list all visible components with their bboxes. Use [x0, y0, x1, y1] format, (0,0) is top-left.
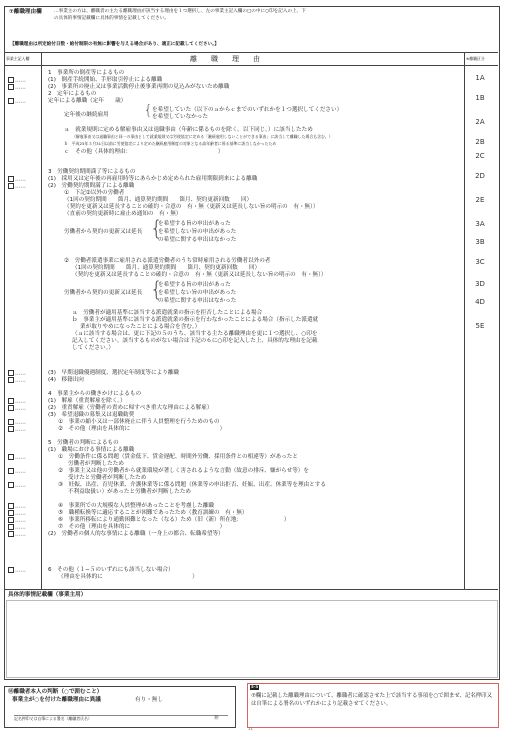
- detail-label: 具体的事情記載欄（事業主用）: [8, 592, 87, 598]
- checkbox-3-4[interactable]: ……: [8, 377, 26, 385]
- reason-line: (2) 労働者の個人的な事情による離職（一身上の都合、転職希望等）: [48, 531, 224, 537]
- checkbox-5-7[interactable]: ……: [8, 524, 26, 532]
- code-2c: 2C: [475, 152, 485, 160]
- checkbox-3-2[interactable]: ……: [8, 183, 26, 191]
- reason-line: 1 事業所の倒産等によるもの: [48, 70, 125, 76]
- checkbox-5-3[interactable]: ……: [8, 482, 26, 490]
- reason-line: の希望に関する申出はなかった: [158, 237, 237, 243]
- checkbox-5-8[interactable]: ……: [8, 531, 26, 539]
- code-2d: 2D: [475, 172, 485, 180]
- code-2b: 2B: [475, 138, 485, 146]
- checkbox-5-1[interactable]: ……: [8, 454, 26, 462]
- reason-line: の希望に関する申出はなかった: [158, 298, 237, 304]
- checkbox-1-2[interactable]: ……: [8, 84, 26, 92]
- reason-line: （ａに該当する場合は、更に下記の５のうち、該当する主たる離職理由を更に１つ選択し、○印を: [72, 331, 318, 337]
- reason-line: ⑦ その他（理由を具体的に ）: [58, 524, 226, 530]
- code-2a: 2A: [475, 118, 485, 126]
- header-line-1: …事業主の方は、離職者の主たる離職理由が該当する理由を１つ選択し、左の事業主記入欄の□の中に○印を記入の上、下: [54, 9, 306, 14]
- code-2e: 2E: [475, 196, 485, 204]
- code-4d: 4D: [475, 298, 485, 306]
- code-5e: 5E: [475, 322, 485, 330]
- reason-line: ① 事業の縮小又は一部休廃止に伴う人員整理を行うためのもの: [58, 419, 220, 425]
- objection-options[interactable]: 有り・無し: [135, 697, 163, 703]
- code-1b: 1B: [475, 94, 485, 102]
- reason-line: 労働者が判断したため: [68, 461, 124, 467]
- checkbox-4-3-1[interactable]: ……: [8, 419, 26, 427]
- checkbox-4-1[interactable]: ……: [8, 398, 26, 406]
- note: 【離職理由は所定給付日数・給付制限の有無に影響を与える場合があり、適正に記載してください。】: [10, 42, 220, 47]
- checkbox-2[interactable]: ……: [8, 98, 26, 106]
- reason-line: (3) 早期退職優遇制度、選択定年制度等により離職: [48, 370, 179, 376]
- checkbox-4-2[interactable]: ……: [8, 405, 26, 413]
- reason-line: (1) 採用又は定年後の再雇用時等にあらかじめ定められた雇用期限到来による離職: [48, 176, 258, 182]
- callout-text: ⑦欄に記載した離職理由について、離職者に確認させた上で該当する事項を○で囲ませ、記名押印又は自筆による署名のいずれかにより記載させてください。: [251, 693, 492, 707]
- reason-line: ③ 妊娠、出産、育児休業、介護休業等に係る問題（休業等の申出拒否、妊娠、出産、休業等を理由とする: [58, 482, 326, 488]
- reason-line: ａ 就業規則に定める解雇事由又は退職事由（年齢に係るものを除く。以下同じ。）に該当したため: [64, 127, 313, 133]
- code-1a: 1A: [475, 74, 485, 82]
- code-3c: 3C: [475, 258, 485, 266]
- reason-line: （解雇事由又は退職事由と同一の事由として就業規則又は労使協定に定める「継続雇用しないことができる事由」に該当して離職した場合も含む。）: [72, 134, 333, 139]
- reason-line: 労働者から契約の更新又は延長: [64, 290, 143, 296]
- reason-line: してください。）: [72, 345, 114, 351]
- reason-line: ④ 事業所での大規模な人員整理があったことを考慮した離職: [58, 503, 214, 509]
- checkbox-5-5[interactable]: ……: [8, 510, 26, 518]
- reason-line: ａ 労働者が適用基準に該当する派遣就業の指示を拒否したことによる場合: [72, 310, 263, 316]
- reason-line: を希望していなかった: [152, 114, 208, 120]
- reason-line: ② 事業主又は他の労働者から就業環境が著しく害されるような言動（故意の排斥、嫌がらせ等）を: [58, 468, 309, 474]
- reason-line: ｃ その他（具体的理由： ）: [64, 149, 224, 155]
- reason-line: を希望しない旨の申出があった: [158, 290, 237, 296]
- reason-column-header: 離 職 理 由: [190, 55, 260, 63]
- reason-line: 6 その他（１−５のいずれにも該当しない場合）: [48, 567, 174, 573]
- reason-line: 受けたと労働者が判断したため: [68, 475, 147, 481]
- reason-line: 3 労働契約期間満了等によるもの: [48, 169, 136, 175]
- seal-mark: ㊞: [214, 716, 219, 721]
- reason-line: 4 事業主からの働きかけによるもの: [48, 391, 142, 397]
- checkbox-3-1[interactable]: ……: [8, 176, 26, 184]
- reason-line: 定年による離職（定年 歳）: [48, 98, 127, 104]
- reason-line: （契約を更新又は延長することの確約・合意の 有・無（更新又は延長しない旨の明示の 有・無））: [72, 272, 327, 278]
- reason-line: (1) 解雇（重責解雇を除く。）: [48, 398, 126, 404]
- reason-line: (1) 倒産手続開始、手形取引停止による離職: [48, 77, 163, 83]
- reason-line: (4) 移籍出向: [48, 377, 84, 383]
- code-3a: 3A: [475, 220, 485, 228]
- reason-line: ｂ 事業主が適用基準に該当する派遣就業の指示を行わなかったことによる場合（指示した派遣就: [72, 317, 319, 323]
- reason-line: （1回の契約期間 箇月、通算契約期間 箇月、契約更新回数 回）: [64, 197, 253, 203]
- checkbox-5-6[interactable]: ……: [8, 517, 26, 525]
- reason-line: (3) 希望退職の募集又は退職勧奨: [48, 412, 135, 418]
- checkbox-1-1[interactable]: ……: [8, 77, 26, 85]
- reason-line: 5 労働者の判断によるもの: [48, 440, 119, 446]
- reason-line: 記入してください。該当するものがない場合は下記の６に○印を記入した上、具体的な理由を記載: [72, 338, 318, 344]
- reason-line: ｂ 平成25年３月31日以前に労使協定により定めた継続雇用制度の対象となる高年齢者に係る基準に該当しなかったため: [64, 141, 277, 146]
- checkbox-5-4[interactable]: ……: [8, 503, 26, 511]
- reason-line: 定年後の継続雇用: [64, 112, 109, 118]
- code-column: [465, 66, 498, 366]
- reason-line: （直前の契約更新時に雇止め通知の 有・無）: [64, 211, 182, 217]
- code-3b: 3B: [475, 238, 485, 246]
- header-line-2: の具体的事情記載欄に具体的事情を記載してください。: [54, 16, 169, 21]
- reason-line: ① 下記②以外の労働者: [64, 190, 125, 196]
- reason-line: (2) 事業所の廃止又は事業活動停止後事業再開の見込みがないため離職: [48, 84, 230, 90]
- reason-line: ⑤ 職種転換等に適応することが困難であったため（教育訓練の 有・無）: [58, 510, 248, 516]
- reason-line: を希望しない旨の申出があった: [158, 229, 237, 235]
- reason-line: （理由を具体的に ）: [58, 574, 198, 580]
- reason-line: (2) 重責解雇（労働者の責めに帰すべき重大な理由による解雇）: [48, 405, 213, 411]
- reason-line: （契約を更新又は延長することの確約・合意の 有・無（更新又は延長しない旨の明示の 有・無））: [64, 204, 319, 210]
- reason-line: ② 労働者派遣事業に雇用される派遣労働者のうち常時雇用される労働者以外の者: [64, 258, 271, 264]
- reason-line: 業が取りやめになったことによる場合を含む。）: [80, 324, 201, 330]
- reason-line: 労働者から契約の更新又は延長: [64, 229, 143, 235]
- reason-line: ⑥ 事業所移転により通勤困難となった（なる）ため（旧（新）所在地： ）: [58, 517, 290, 523]
- detail-field[interactable]: [6, 600, 498, 678]
- reason-line: 不利益取扱い）があったと労働者が判断したため: [68, 489, 192, 495]
- checkbox-3-3[interactable]: ……: [8, 370, 26, 378]
- callout-badge: 5-3: [251, 684, 259, 689]
- reason-line: を希望していた（以下のａからｃまでのいずれかを１つ選択してください）: [152, 107, 343, 113]
- code-column-header: ※離職区分: [466, 56, 485, 61]
- signature-label: 記名押印又は自筆による署名（離職者氏名）: [14, 716, 92, 721]
- code-3d: 3D: [475, 280, 485, 288]
- reason-line: （1回の契約期間 箇月、通算契約期間 箇月、契約更新回数 回）: [72, 265, 261, 271]
- reason-line: 2 定年によるもの: [48, 91, 97, 97]
- reason-line: (2) 労働契約期間満了による離職: [48, 183, 135, 189]
- checkbox-4-3-2[interactable]: ……: [8, 426, 26, 434]
- employee-judgement-title: ⑯離職者本人の判断（○で囲むこと）: [8, 689, 103, 695]
- checkbox-5-2[interactable]: ……: [8, 468, 26, 476]
- reason-line: ② その他（理由を具体的に ）: [58, 426, 226, 432]
- page-number: 11: [248, 726, 253, 731]
- employer-column-header: 事業主記入欄: [6, 56, 30, 61]
- reason-line: ① 労働条件に係る問題（賃金低下、賃金遅配、時間外労働、採用条件との相違等）があったと: [58, 454, 298, 460]
- reason-line: を希望する旨の申出があった: [158, 282, 231, 288]
- section-title: ⑦離職理由欄: [9, 9, 42, 15]
- checkbox-6[interactable]: ……: [8, 567, 26, 575]
- reason-line: を希望する旨の申出があった: [158, 221, 231, 227]
- employee-judgement-line: 事業主が○を付けた離職理由に異議: [12, 697, 101, 703]
- reason-line: (1) 職場における事情による離職: [48, 447, 135, 453]
